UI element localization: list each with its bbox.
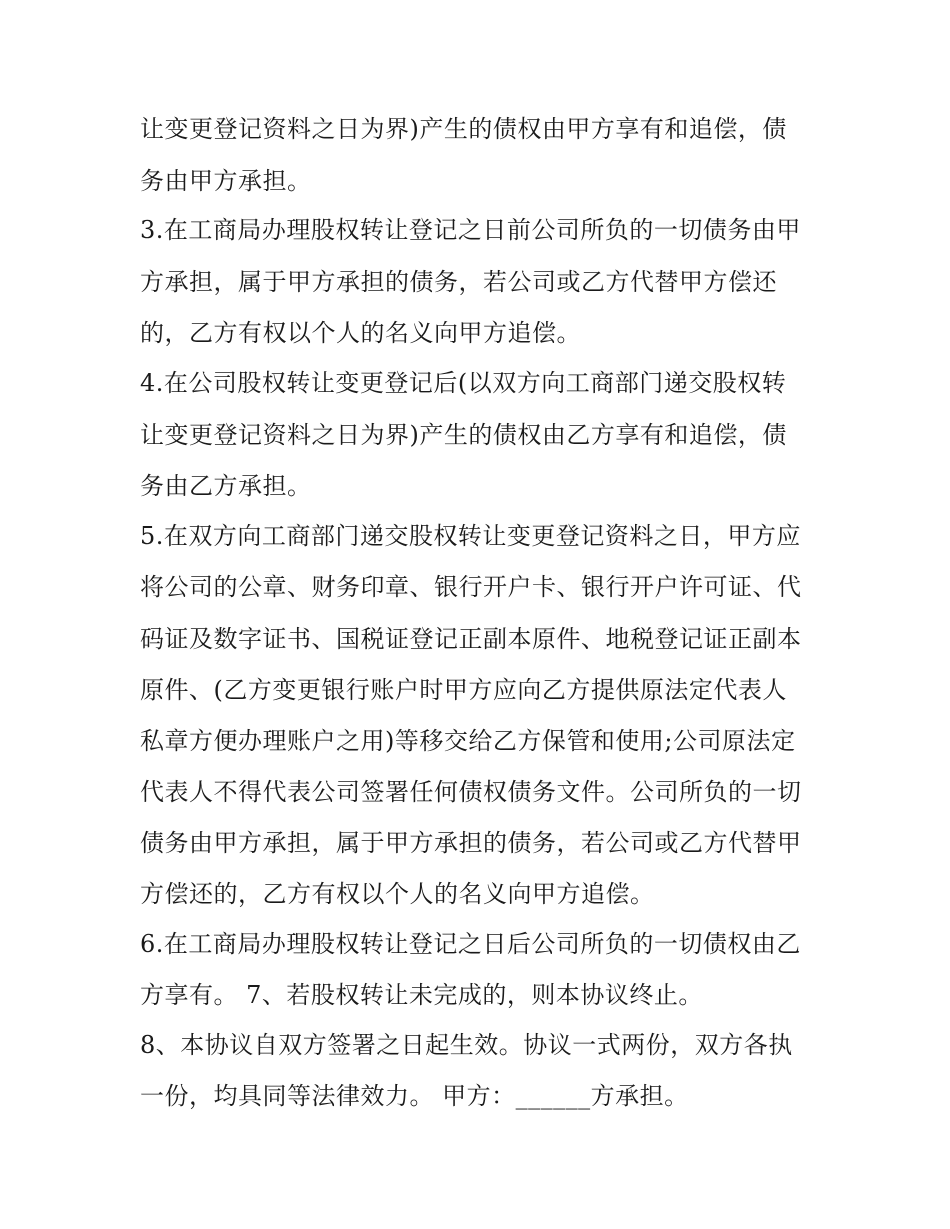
text-line: 8、本协议自双方签署之日起生效。协议一式两份，双方各执 [140,1031,793,1059]
text-line: 让变更登记资料之日为界)产生的债权由乙方享有和追偿，债 [140,421,787,449]
text-line: 方承担，属于甲方承担的债务，若公司或乙方代替甲方偿还 [140,268,777,296]
text-line: 一份，均具同等法律效力。 甲方：______方承担。 [140,1082,689,1110]
text-line: 4.在公司股权转让变更登记后(以双方向工商部门递交股权转 [140,369,787,397]
text-line: 方享有。 7、若股权转让未完成的，则本协议终止。 [140,981,703,1009]
text-line: 3.在工商局办理股权转让登记之日前公司所负的一切债务由甲 [140,216,801,244]
text-line: 码证及数字证书、国税证登记正副本原件、地税登记证正副本 [140,625,802,653]
text-line: 5.在双方向工商部门递交股权转让变更登记资料之日，甲方应 [140,522,801,550]
text-line: 务由甲方承担。 [140,167,312,195]
text-line: 的，乙方有权以个人的名义向甲方追偿。 [140,319,581,347]
text-line: 将公司的公章、财务印章、银行开户卡、银行开户许可证、代 [140,573,802,601]
text-line: 6.在工商局办理股权转让登记之日后公司所负的一切债权由乙 [140,930,801,958]
text-line: 私章方便办理账户之用)等移交给乙方保管和使用;公司原法定 [140,727,796,755]
text-line: 方偿还的，乙方有权以个人的名义向甲方追偿。 [140,880,655,908]
text-line: 务由乙方承担。 [140,472,312,500]
text-line: 让变更登记资料之日为界)产生的债权由甲方享有和追偿，债 [140,115,787,143]
text-line: 代表人不得代表公司签署任何债权债务文件。公司所负的一切 [140,778,802,806]
text-line: 原件、(乙方变更银行账户时甲方应向乙方提供原法定代表人 [140,676,787,704]
text-line: 债务由甲方承担，属于甲方承担的债务，若公司或乙方代替甲 [140,829,802,857]
